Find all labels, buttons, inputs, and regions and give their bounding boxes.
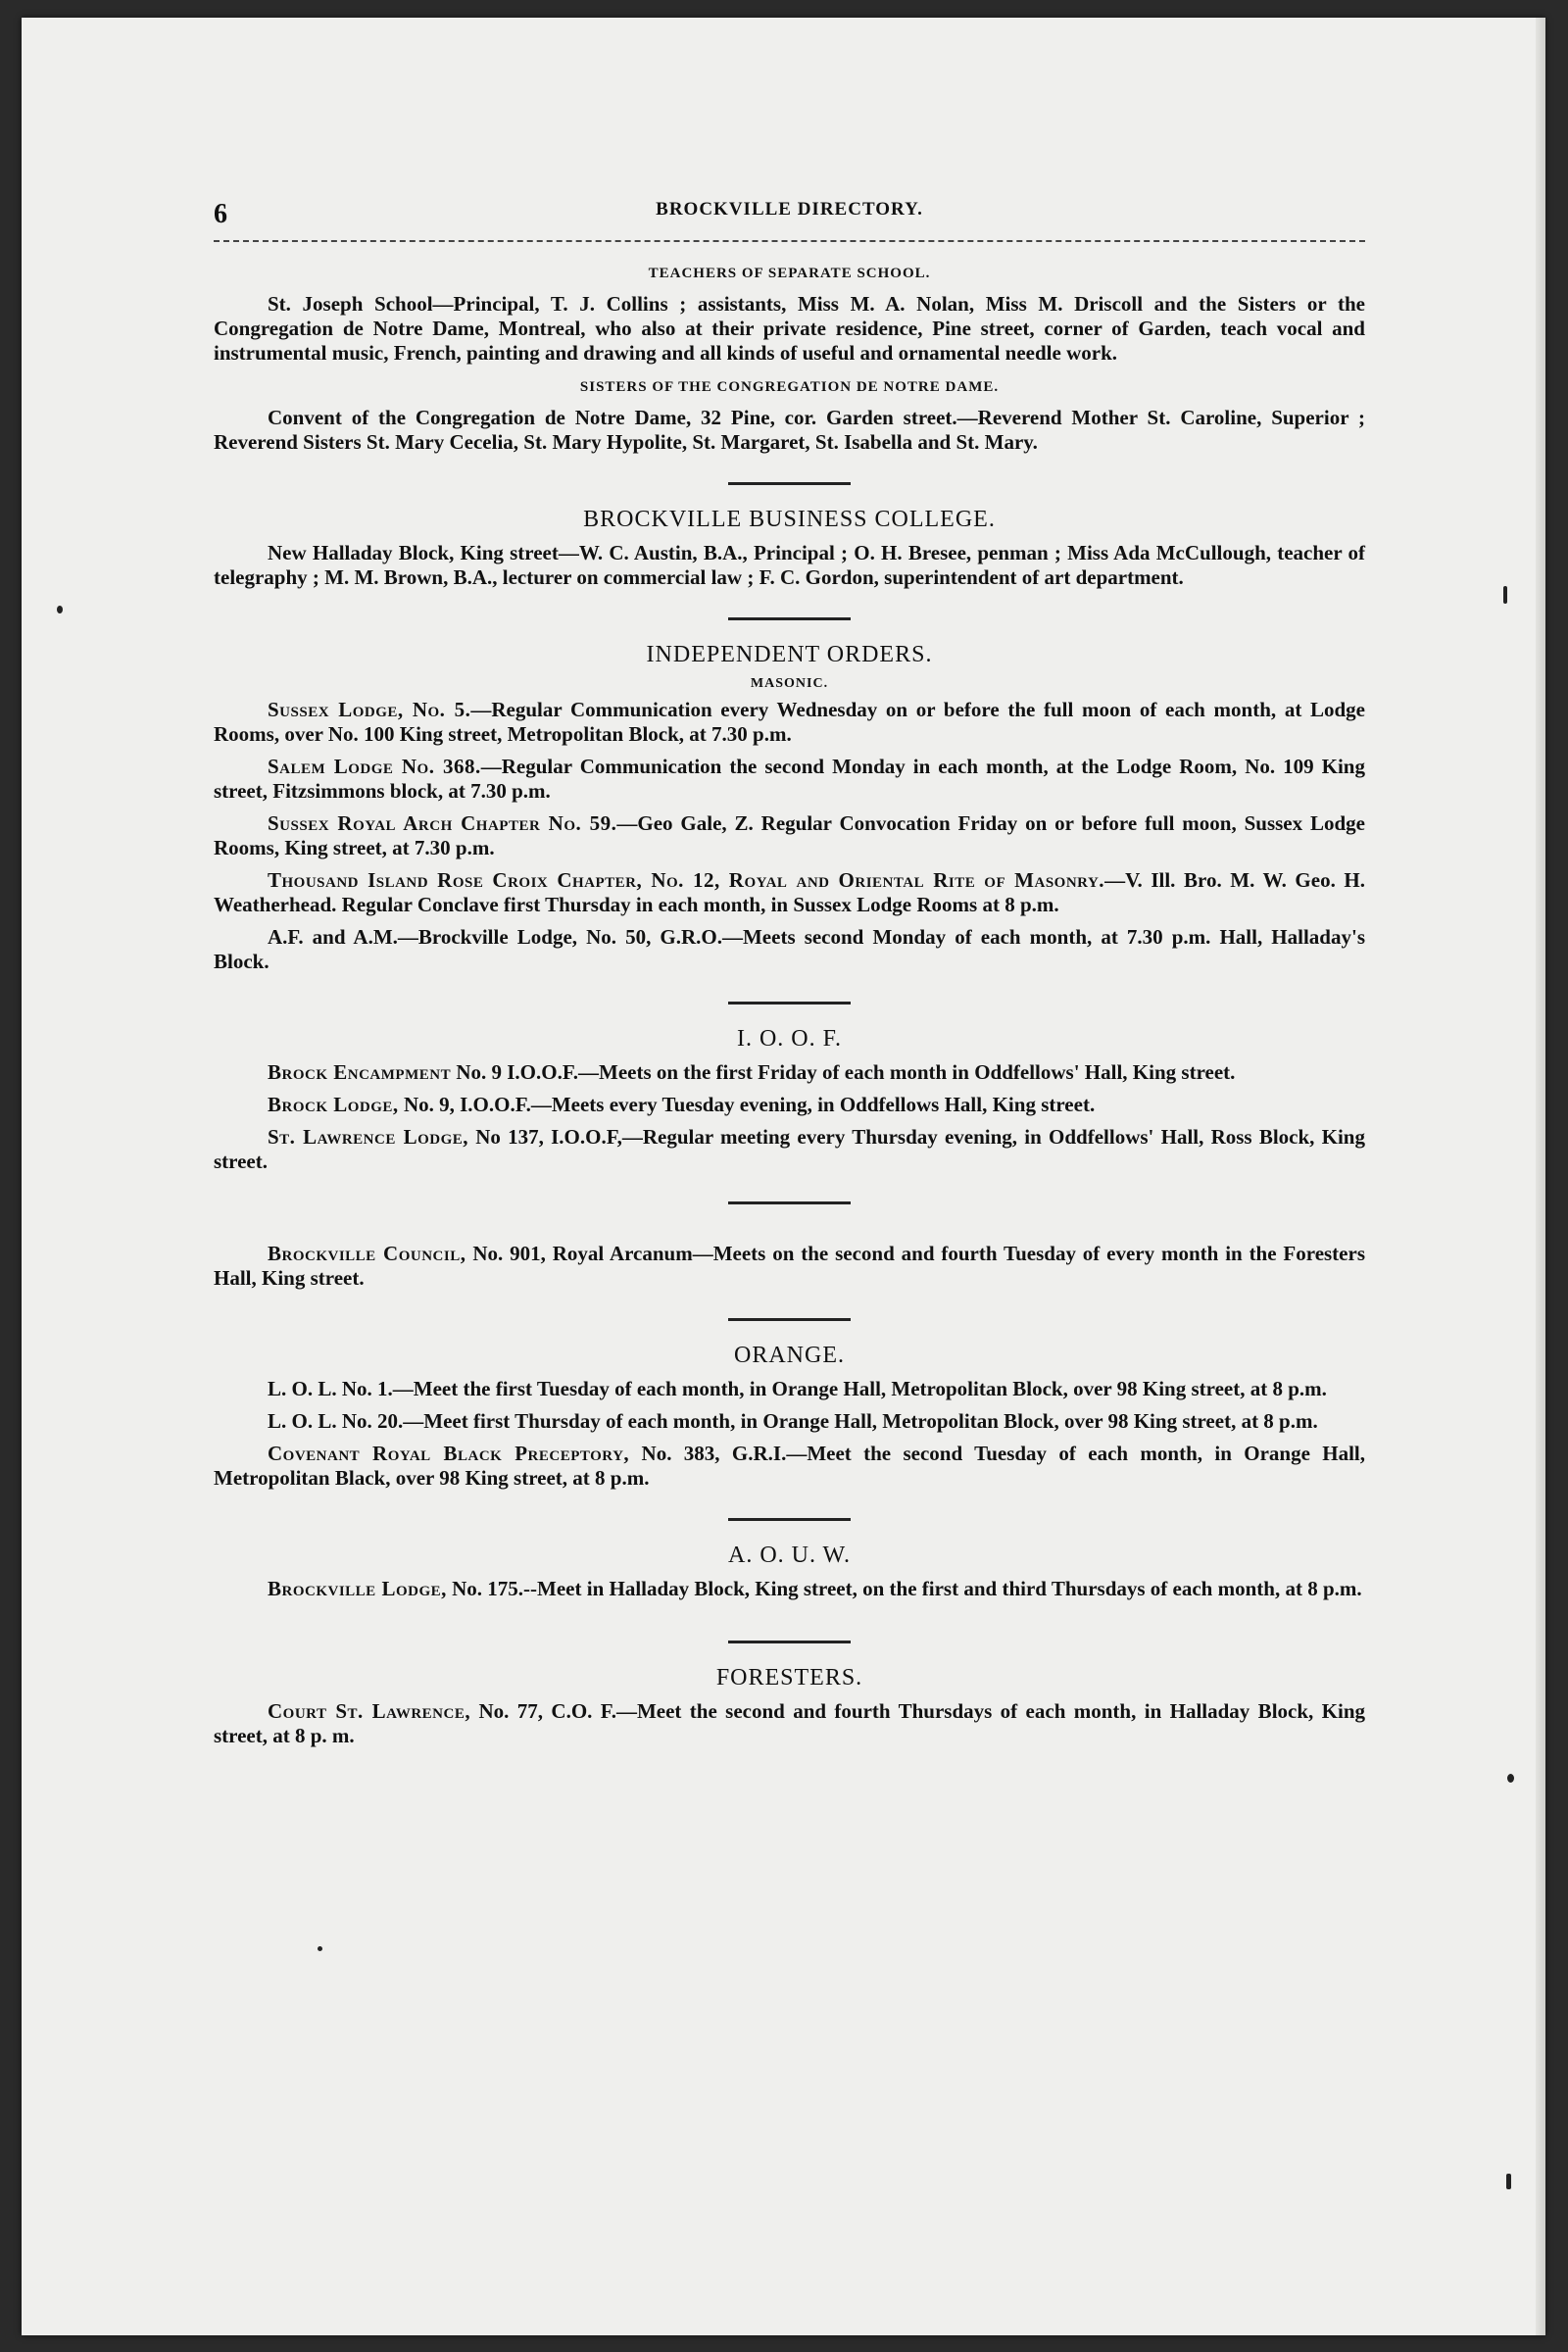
directory-entry	[214, 1060, 1365, 1085]
header-rule	[214, 240, 1365, 242]
entry-name: Brockville Council,	[268, 1242, 466, 1265]
entry-name: Thousand Island Rose Croix Chapter, No. 12, Royal and Oriental Rite of Masonry.	[268, 868, 1105, 892]
directory-page	[22, 18, 1545, 2335]
aouw-heading: A. O. U. W.	[727, 1543, 851, 1568]
sisters-paragraph: Convent of the Congregation de Notre Dame, 32 Pine, cor. Garden street.—Reverend Mother St. Caroline, Superior ; Reverend Sisters St. Mary Cecelia, St. Mary Hypolite, St. Margaret, St. Isabella and St. Mary.	[214, 406, 1365, 454]
directory-entry	[214, 1442, 1365, 1491]
teachers-heading: TEACHERS OF SEPARATE SCHOOL.	[648, 266, 931, 281]
directory-entry	[214, 811, 1365, 860]
college-heading: BROCKVILLE BUSINESS COLLEGE.	[583, 507, 996, 532]
directory-entry	[214, 1242, 1365, 1291]
entry-text: —Regular Communication the second Monday in each month, at the Lodge Room, No. 109 King street, Fitzsimmons block, at 7.30 p.m.	[214, 755, 1365, 803]
masonic-entries	[214, 698, 1365, 974]
entry-name: St. Lawrence Lodge,	[268, 1125, 469, 1149]
section-divider	[728, 617, 851, 620]
section-divider	[728, 1318, 851, 1321]
directory-entry	[214, 1409, 1365, 1434]
entry-name: Brockville Lodge,	[268, 1577, 447, 1600]
entry-text: —Geo Gale, Z. Regular Convocation Friday on or before full moon, Sussex Lodge Rooms, King street, at 7.30 p.m.	[214, 811, 1365, 859]
section-divider	[728, 1002, 851, 1004]
page-body	[214, 199, 1365, 1756]
page-header	[214, 199, 1365, 234]
ink-speck	[1503, 586, 1507, 604]
entry-name: Salem Lodge No. 368.	[268, 755, 481, 778]
section-divider	[728, 482, 851, 485]
entry-name: Sussex Royal Arch Chapter No. 59.	[268, 811, 617, 835]
entry-text: —Regular Communication every Wednesday on or before the full moon of each month, at Lodge Rooms, over No. 100 King street, Metropolitan Block, at 7.30 p.m.	[214, 698, 1365, 746]
directory-entry	[214, 755, 1365, 804]
entry-text: No. 9 I.O.O.F.—Meets on the first Friday of each month in Oddfellows' Hall, King street.	[451, 1060, 1236, 1084]
directory-entry	[214, 698, 1365, 747]
aouw-entries	[214, 1577, 1365, 1601]
entry-name: Brock Encampment	[268, 1060, 452, 1084]
entry-name: Covenant Royal Black Preceptory,	[268, 1442, 630, 1465]
entry-name: Sussex Lodge, No. 5.	[268, 698, 471, 721]
entry-text: L. O. L. No. 1.—Meet the first Tuesday of each month, in Orange Hall, Metropolitan Block, over 98 King street, at 8 p.m.	[268, 1377, 1327, 1400]
page-edge	[1536, 18, 1545, 2335]
ioof-entries	[214, 1060, 1365, 1174]
directory-entry	[214, 868, 1365, 917]
directory-entry	[214, 1577, 1365, 1601]
ink-speck	[318, 1946, 322, 1951]
foresters-heading: FORESTERS.	[715, 1665, 863, 1690]
ink-speck	[1506, 2174, 1511, 2189]
ioof-heading: I. O. O. F.	[736, 1026, 843, 1052]
running-head: BROCKVILLE DIRECTORY.	[656, 199, 923, 220]
entry-name: Court St. Lawrence,	[268, 1699, 471, 1723]
ink-speck	[57, 606, 63, 613]
entry-text: No. 383, G.R.I.—Meet the second Tuesday of each month, in Orange Hall, Metropolitan Black, over 98 King street, at 8 p.m.	[214, 1442, 1366, 1490]
entry-text: —V. Ill. Bro. M. W. Geo. H. Weatherhead. Regular Conclave first Thursday in each month, in Sussex Lodge Rooms at 8 p.m.	[214, 868, 1365, 916]
directory-entry	[214, 1377, 1365, 1401]
college-paragraph: New Halladay Block, King street—W. C. Austin, B.A., Principal ; O. H. Bresee, penman ; Miss Ada McCullough, teacher of telegraphy ; M. M. Brown, B.A., lecturer on commercial law ; F. C. Gordon, superintendent of art department.	[214, 541, 1365, 589]
teachers-paragraph: St. Joseph School—Principal, T. J. Collins ; assistants, Miss M. A. Nolan, Miss M. Driscoll and the Sisters or the Congregation de Notre Dame, Montreal, who also at their private residence, Pine street, corner of Garden, teach vocal and instrumental music, French, painting and drawing and all kinds of useful and ornamental needle work.	[214, 292, 1365, 365]
entry-text: No 137, I.O.O.F,—Regular meeting every Thursday evening, in Oddfellows' Hall, Ross Block, King street.	[214, 1125, 1365, 1173]
sisters-heading: SISTERS OF THE CONGREGATION DE NOTRE DAME.	[579, 379, 1000, 395]
entry-text: A.F. and A.M.—Brockville Lodge, No. 50, G.R.O.—Meets second Monday of each month, at 7.30 p.m. Hall, Halladay's Block.	[214, 925, 1365, 973]
ink-speck	[1507, 1774, 1514, 1783]
section-divider	[728, 1201, 851, 1204]
entry-text: No. 901, Royal Arcanum—Meets on the second and fourth Tuesday of every month in the Foresters Hall, King street.	[214, 1242, 1365, 1290]
section-divider	[728, 1518, 851, 1521]
directory-entry	[214, 1125, 1365, 1174]
directory-entry	[214, 1093, 1365, 1117]
orange-heading: ORANGE.	[734, 1343, 845, 1368]
entry-name: Brock Lodge,	[268, 1093, 399, 1116]
entry-text: No. 9, I.O.O.F.—Meets every Tuesday evening, in Oddfellows Hall, King street.	[398, 1093, 1096, 1116]
orange-entries	[214, 1377, 1365, 1491]
entry-text: No. 77, C.O. F.—Meet the second and fourth Thursdays of each month, in Halladay Block, King street, at 8 p. m.	[214, 1699, 1366, 1747]
foresters-entries	[214, 1699, 1365, 1748]
entry-text: No. 175.--Meet in Halladay Block, King street, on the first and third Thursdays of each month, at 8 p.m.	[446, 1577, 1362, 1600]
section-divider	[728, 1641, 851, 1643]
masonic-subheading: MASONIC.	[750, 676, 829, 691]
independent-orders-heading: INDEPENDENT ORDERS.	[646, 642, 933, 667]
directory-entry	[214, 925, 1365, 974]
entry-text: L. O. L. No. 20.—Meet first Thursday of each month, in Orange Hall, Metropolitan Block, over 98 King street, at 8 p.m.	[268, 1409, 1318, 1433]
arcanum-entries	[214, 1242, 1365, 1291]
page-number: 6	[214, 199, 227, 229]
directory-entry	[214, 1699, 1365, 1748]
